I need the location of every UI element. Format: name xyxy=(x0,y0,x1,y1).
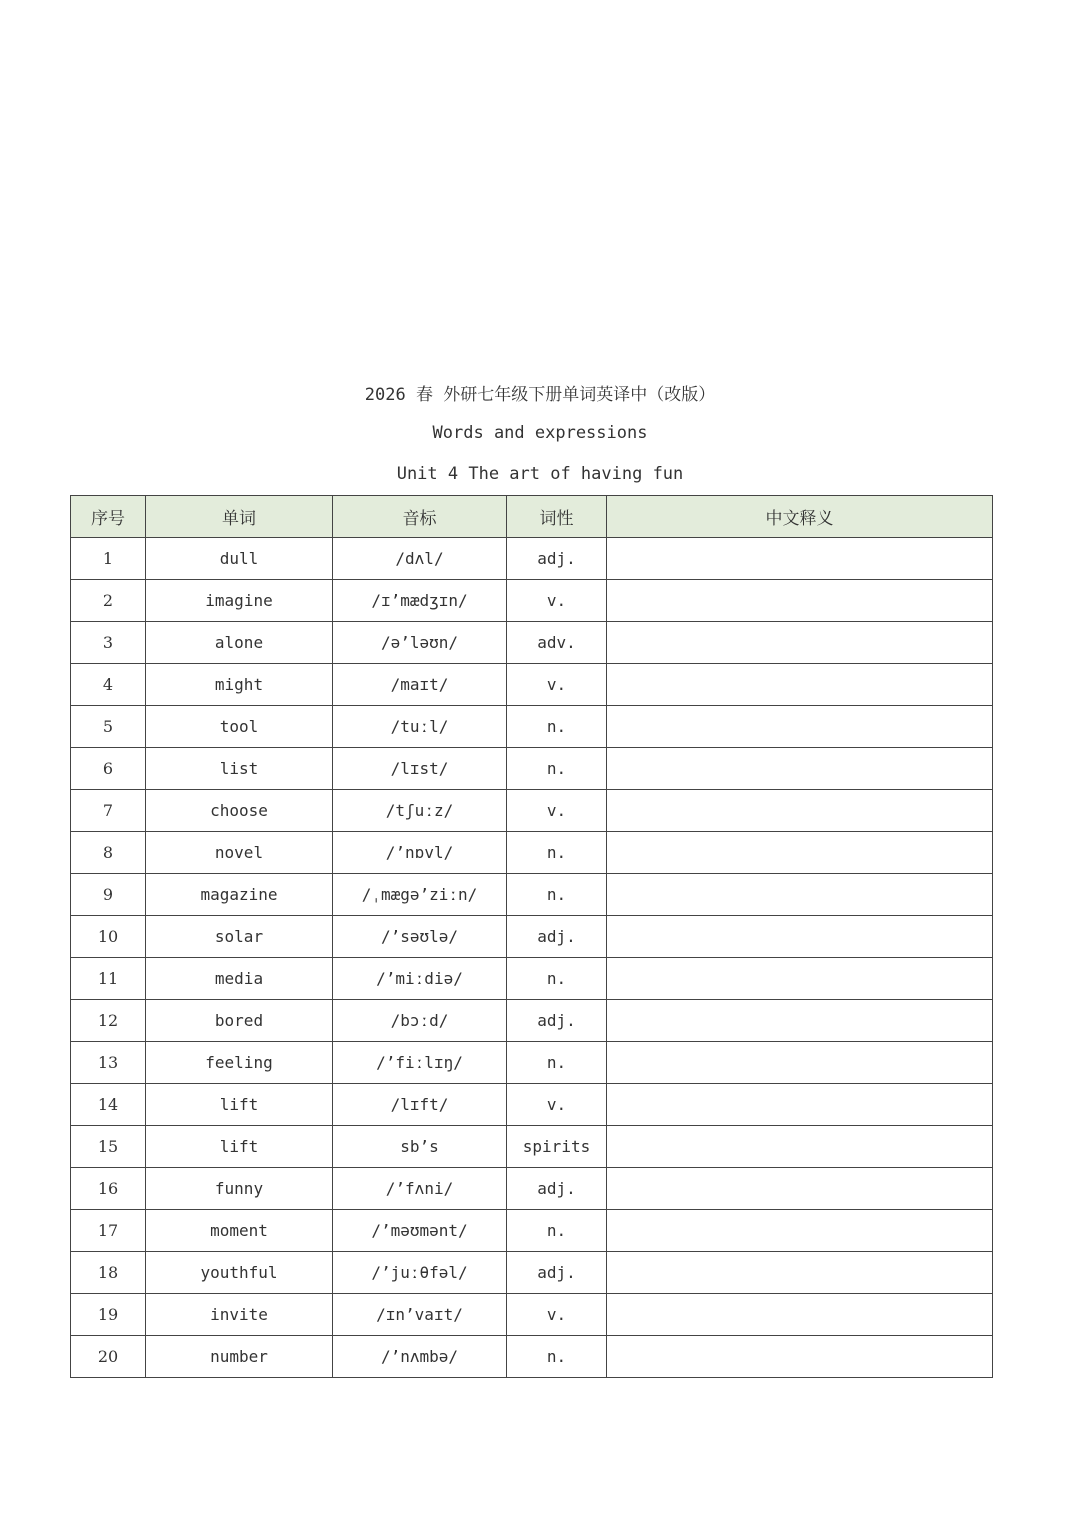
row-meaning-blank[interactable] xyxy=(607,580,993,622)
row-number: 11 xyxy=(71,958,146,1000)
row-word: number xyxy=(146,1336,333,1378)
table-row xyxy=(71,538,993,580)
table-row xyxy=(71,958,993,1000)
row-number: 16 xyxy=(71,1168,146,1210)
row-word: lift xyxy=(146,1126,333,1168)
row-phonetic: /’nʌmbə/ xyxy=(333,1336,507,1378)
row-meaning-blank[interactable] xyxy=(607,1168,993,1210)
row-number: 5 xyxy=(71,706,146,748)
row-phonetic: /lɪft/ xyxy=(333,1084,507,1126)
table-row xyxy=(71,1252,993,1294)
table-row xyxy=(71,916,993,958)
header-part-of-speech: 词性 xyxy=(507,496,607,538)
row-word: feeling xyxy=(146,1042,333,1084)
row-meaning-blank[interactable] xyxy=(607,1126,993,1168)
row-phonetic: /ɪn’vaɪt/ xyxy=(333,1294,507,1336)
row-word: dull xyxy=(146,538,333,580)
row-part-of-speech: n. xyxy=(507,958,607,1000)
row-phonetic: /ˌmægə’ziːn/ xyxy=(333,874,507,916)
row-meaning-blank[interactable] xyxy=(607,1336,993,1378)
row-phonetic: /dʌl/ xyxy=(333,538,507,580)
row-phonetic: /maɪt/ xyxy=(333,664,507,706)
row-number: 13 xyxy=(71,1042,146,1084)
row-phonetic: /’səʊlə/ xyxy=(333,916,507,958)
row-number: 17 xyxy=(71,1210,146,1252)
row-number: 12 xyxy=(71,1000,146,1042)
row-word: list xyxy=(146,748,333,790)
vocabulary-table xyxy=(70,495,993,1378)
table-row xyxy=(71,706,993,748)
row-word: media xyxy=(146,958,333,1000)
row-meaning-blank[interactable] xyxy=(607,958,993,1000)
row-number: 14 xyxy=(71,1084,146,1126)
row-word: funny xyxy=(146,1168,333,1210)
row-part-of-speech: n. xyxy=(507,748,607,790)
row-phonetic: /’nɒvl/ xyxy=(333,832,507,874)
document-subtitle: Words and expressions xyxy=(432,423,648,443)
table-row xyxy=(71,580,993,622)
table-row xyxy=(71,832,993,874)
row-part-of-speech: adj. xyxy=(507,1000,607,1042)
row-word: invite xyxy=(146,1294,333,1336)
document-title: 2026 春 外研七年级下册单词英译中（改版） xyxy=(364,385,716,405)
row-part-of-speech: adv. xyxy=(507,622,607,664)
row-part-of-speech: v. xyxy=(507,1294,607,1336)
row-number: 18 xyxy=(71,1252,146,1294)
row-meaning-blank[interactable] xyxy=(607,1000,993,1042)
table-row xyxy=(71,664,993,706)
table-row xyxy=(71,874,993,916)
row-meaning-blank[interactable] xyxy=(607,748,993,790)
row-phonetic: /lɪst/ xyxy=(333,748,507,790)
row-number: 3 xyxy=(71,622,146,664)
row-word: magazine xyxy=(146,874,333,916)
row-number: 2 xyxy=(71,580,146,622)
row-word: imagine xyxy=(146,580,333,622)
row-phonetic: /’miːdiə/ xyxy=(333,958,507,1000)
row-meaning-blank[interactable] xyxy=(607,1042,993,1084)
row-number: 7 xyxy=(71,790,146,832)
row-meaning-blank[interactable] xyxy=(607,1252,993,1294)
row-part-of-speech: v. xyxy=(507,790,607,832)
table-row xyxy=(71,1210,993,1252)
row-phonetic: /ə’ləʊn/ xyxy=(333,622,507,664)
table-row xyxy=(71,1168,993,1210)
row-meaning-blank[interactable] xyxy=(607,916,993,958)
row-part-of-speech: n. xyxy=(507,1042,607,1084)
row-phonetic: /’juːθfəl/ xyxy=(333,1252,507,1294)
row-meaning-blank[interactable] xyxy=(607,538,993,580)
table-row xyxy=(71,1084,993,1126)
row-part-of-speech: n. xyxy=(507,1336,607,1378)
table-row xyxy=(71,1042,993,1084)
table-row xyxy=(71,1336,993,1378)
row-part-of-speech: adj. xyxy=(507,538,607,580)
row-phonetic: /’fiːlɪŋ/ xyxy=(333,1042,507,1084)
row-word: bored xyxy=(146,1000,333,1042)
row-phonetic: sb’s xyxy=(333,1126,507,1168)
row-phonetic: /ɪ’mædʒɪn/ xyxy=(333,580,507,622)
row-number: 10 xyxy=(71,916,146,958)
row-number: 6 xyxy=(71,748,146,790)
row-part-of-speech: spirits xyxy=(507,1126,607,1168)
row-part-of-speech: adj. xyxy=(507,1252,607,1294)
row-part-of-speech: v. xyxy=(507,1084,607,1126)
row-word: alone xyxy=(146,622,333,664)
row-meaning-blank[interactable] xyxy=(607,874,993,916)
row-part-of-speech: adj. xyxy=(507,1168,607,1210)
row-phonetic: /’fʌni/ xyxy=(333,1168,507,1210)
row-meaning-blank[interactable] xyxy=(607,790,993,832)
row-part-of-speech: v. xyxy=(507,580,607,622)
table-row xyxy=(71,1126,993,1168)
row-number: 9 xyxy=(71,874,146,916)
row-part-of-speech: n. xyxy=(507,706,607,748)
header-phonetic: 音标 xyxy=(333,496,507,538)
row-number: 4 xyxy=(71,664,146,706)
row-meaning-blank[interactable] xyxy=(607,1084,993,1126)
row-part-of-speech: v. xyxy=(507,664,607,706)
header-word: 单词 xyxy=(146,496,333,538)
row-phonetic: /tuːl/ xyxy=(333,706,507,748)
row-part-of-speech: n. xyxy=(507,1210,607,1252)
row-meaning-blank[interactable] xyxy=(607,832,993,874)
table-body xyxy=(71,538,993,1378)
table-row xyxy=(71,622,993,664)
row-word: moment xyxy=(146,1210,333,1252)
row-phonetic: /bɔːd/ xyxy=(333,1000,507,1042)
unit-heading: Unit 4 The art of having fun xyxy=(396,464,684,484)
row-meaning-blank[interactable] xyxy=(607,622,993,664)
row-word: tool xyxy=(146,706,333,748)
header-number: 序号 xyxy=(71,496,146,538)
row-part-of-speech: n. xyxy=(507,832,607,874)
table-row xyxy=(71,1000,993,1042)
row-number: 15 xyxy=(71,1126,146,1168)
row-number: 1 xyxy=(71,538,146,580)
row-word: lift xyxy=(146,1084,333,1126)
row-number: 19 xyxy=(71,1294,146,1336)
row-part-of-speech: adj. xyxy=(507,916,607,958)
table-row xyxy=(71,748,993,790)
row-word: youthful xyxy=(146,1252,333,1294)
row-number: 8 xyxy=(71,832,146,874)
row-meaning-blank[interactable] xyxy=(607,664,993,706)
row-word: might xyxy=(146,664,333,706)
row-word: choose xyxy=(146,790,333,832)
row-meaning-blank[interactable] xyxy=(607,1294,993,1336)
row-word: solar xyxy=(146,916,333,958)
table-row xyxy=(71,1294,993,1336)
row-meaning-blank[interactable] xyxy=(607,706,993,748)
row-phonetic: /tʃuːz/ xyxy=(333,790,507,832)
table-row xyxy=(71,790,993,832)
row-number: 20 xyxy=(71,1336,146,1378)
row-meaning-blank[interactable] xyxy=(607,1210,993,1252)
row-phonetic: /’məʊmənt/ xyxy=(333,1210,507,1252)
header-chinese-meaning: 中文释义 xyxy=(607,496,993,538)
row-word: novel xyxy=(146,832,333,874)
table-header-row xyxy=(71,496,993,538)
row-part-of-speech: n. xyxy=(507,874,607,916)
